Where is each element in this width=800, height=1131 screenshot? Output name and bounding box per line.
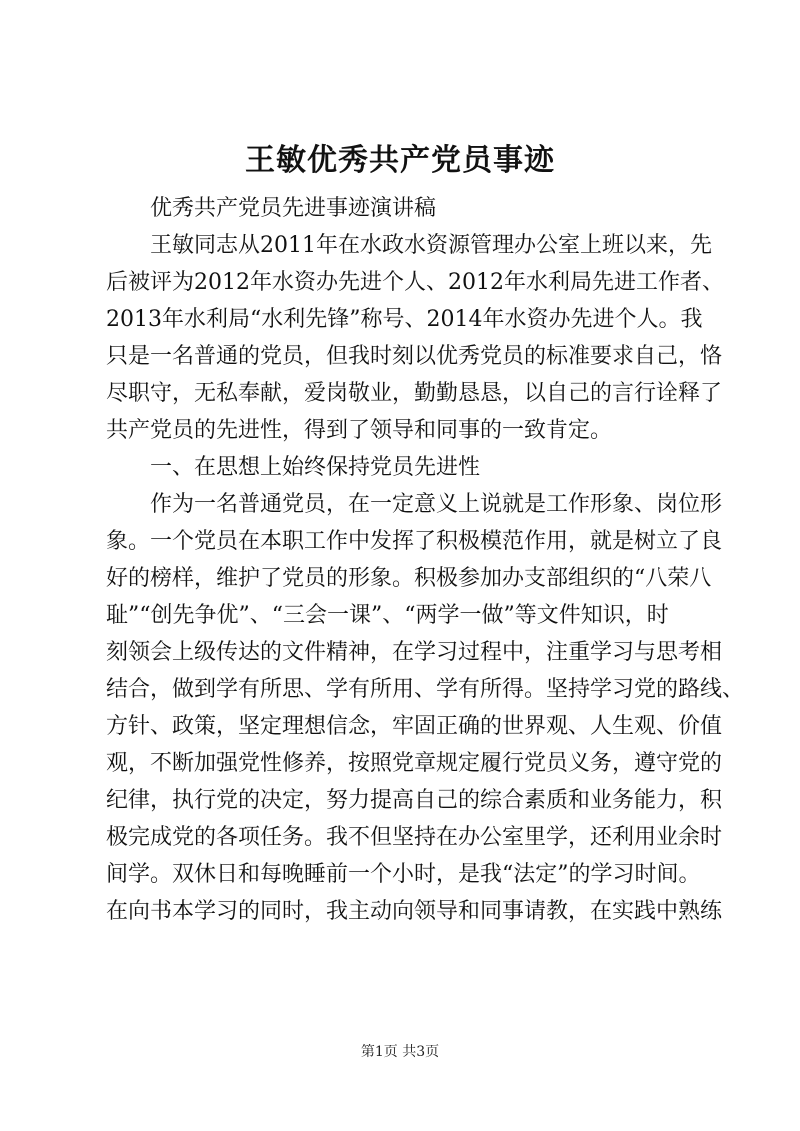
- section-heading: 一、在思想上始终保持党员先进性: [150, 455, 481, 480]
- paragraph-line: 象。一个党员在本职工作中发挥了积极模范作用，就是树立了良: [106, 529, 723, 554]
- paragraph-line: 在向书本学习的同时，我主动向领导和同事请教，在实践中熟练: [106, 899, 723, 924]
- paragraph-line: 只是一名普通的党员，但我时刻以优秀党员的标准要求自己，恪: [106, 344, 723, 369]
- paragraph-line: 刻领会上级传达的文件精神，在学习过程中，注重学习与思考相: [106, 640, 723, 665]
- paragraph-line: 极完成党的各项任务。我不但坚持在办公室里学，还利用业余时: [106, 825, 723, 850]
- paragraph-line: 结合，做到学有所思、学有所用、学有所得。坚持学习党的路线、: [106, 677, 745, 702]
- paragraph-line: 后被评为2012年水资办先进个人、2012年水利局先进工作者、: [106, 270, 724, 295]
- paragraph-line: 好的榜样，维护了党员的形象。积极参加办支部组织的“八荣八: [106, 566, 712, 591]
- paragraph-line: 2013年水利局“水利先锋”称号、2014年水资办先进个人。我: [106, 307, 703, 332]
- document-body: [106, 190, 745, 930]
- paragraph-line: 间学。双休日和每晚睡前一个小时，是我“法定”的学习时间。: [106, 862, 701, 887]
- paragraph-line: 尽职守，无私奉献，爱岗敬业，勤勤恳恳，以自己的言行诠释了: [106, 381, 723, 406]
- subtitle-line: 优秀共产党员先进事迹演讲稿: [150, 196, 437, 221]
- page-number: 第1页 共3页: [360, 1044, 440, 1060]
- paragraph-line: 作为一名普通党员，在一定意义上说就是工作形象、岗位形: [150, 492, 723, 517]
- paragraph-line: 王敏同志从2011年在水政水资源管理办公室上班以来，先: [150, 233, 712, 258]
- paragraph-line: 耻”“创先争优”、“三会一课”、“两学一做”等文件知识，时: [106, 603, 669, 628]
- paragraph-line: 方针、政策，坚定理想信念，牢固正确的世界观、人生观、价值: [106, 714, 723, 739]
- document-title: 王敏优秀共产党员事迹: [245, 143, 555, 178]
- paragraph-line: 共产党员的先进性，得到了领导和同事的一致肯定。: [106, 418, 613, 443]
- paragraph-line: 观，不断加强党性修养，按照党章规定履行党员义务，遵守党的: [106, 751, 723, 776]
- paragraph-line: 纪律，执行党的决定，努力提高自己的综合素质和业务能力，积: [106, 788, 723, 813]
